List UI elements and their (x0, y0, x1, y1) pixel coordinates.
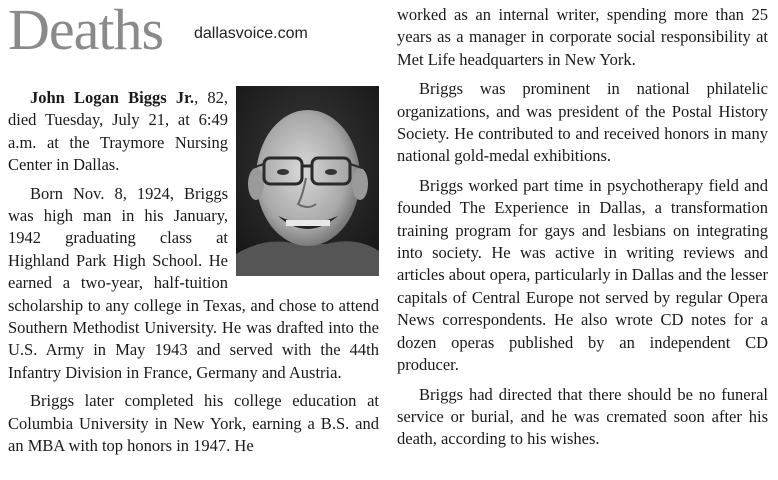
portrait-photo (236, 86, 379, 276)
site-url[interactable]: dallasvoice.com (194, 25, 308, 42)
section-title: Deaths (8, 0, 164, 62)
paragraph-6: Briggs had directed that there should be no funeral service or burial, and he was cremated soon after his death, according to his wishes. (397, 384, 768, 449)
paragraph-1-text: , 82, died Tuesday, July 21, at 6:49 a.m. at the Traymore Nursing Center in Dallas. (8, 88, 229, 175)
paragraph-3-continued: worked as an internal writer, spending more than 25 years as a manager in corporate social responsibility at Met Life headquarters in New York. (397, 5, 768, 69)
portrait-image (236, 86, 379, 276)
masthead (8, 0, 379, 62)
right-column (397, 4, 768, 476)
paragraph-4: Briggs was prominent in national philatelic organizations, and was president of the Postal History Society. He contributed to and received honors in many national gold-medal exhibitions. (397, 79, 768, 166)
deceased-name: John Logan Biggs Jr. (30, 88, 195, 107)
paragraph-2: Born Nov. 8, 1924, Briggs was high man in his January, 1942 graduating class at Highland Park High School. He earned a two-year, half-tuition scholarship to any college in Texas, and chose to attend Southern Methodist University. He was drafted into the U.S. Army in May 1943 and served with the 44th Infantry Division in France, Germany and Austria. (8, 183, 379, 382)
left-column (8, 0, 379, 476)
paragraph-3: Briggs later completed his college education at Columbia University in New York, earning a B.S. and an MBA with top honors in 1947. He (8, 391, 379, 456)
paragraph-5: Briggs worked part time in psychotherapy field and founded The Experience in Dallas, a transformation training program for gays and lesbians on integrating into society. He was active in writing reviews and articles about opera, particularly in Dallas and the lesser capitals of Central Europe not served by regular Opera News correspondents. He also wrote CD notes for a dozen operas published by an independent CD producer. (397, 175, 768, 375)
